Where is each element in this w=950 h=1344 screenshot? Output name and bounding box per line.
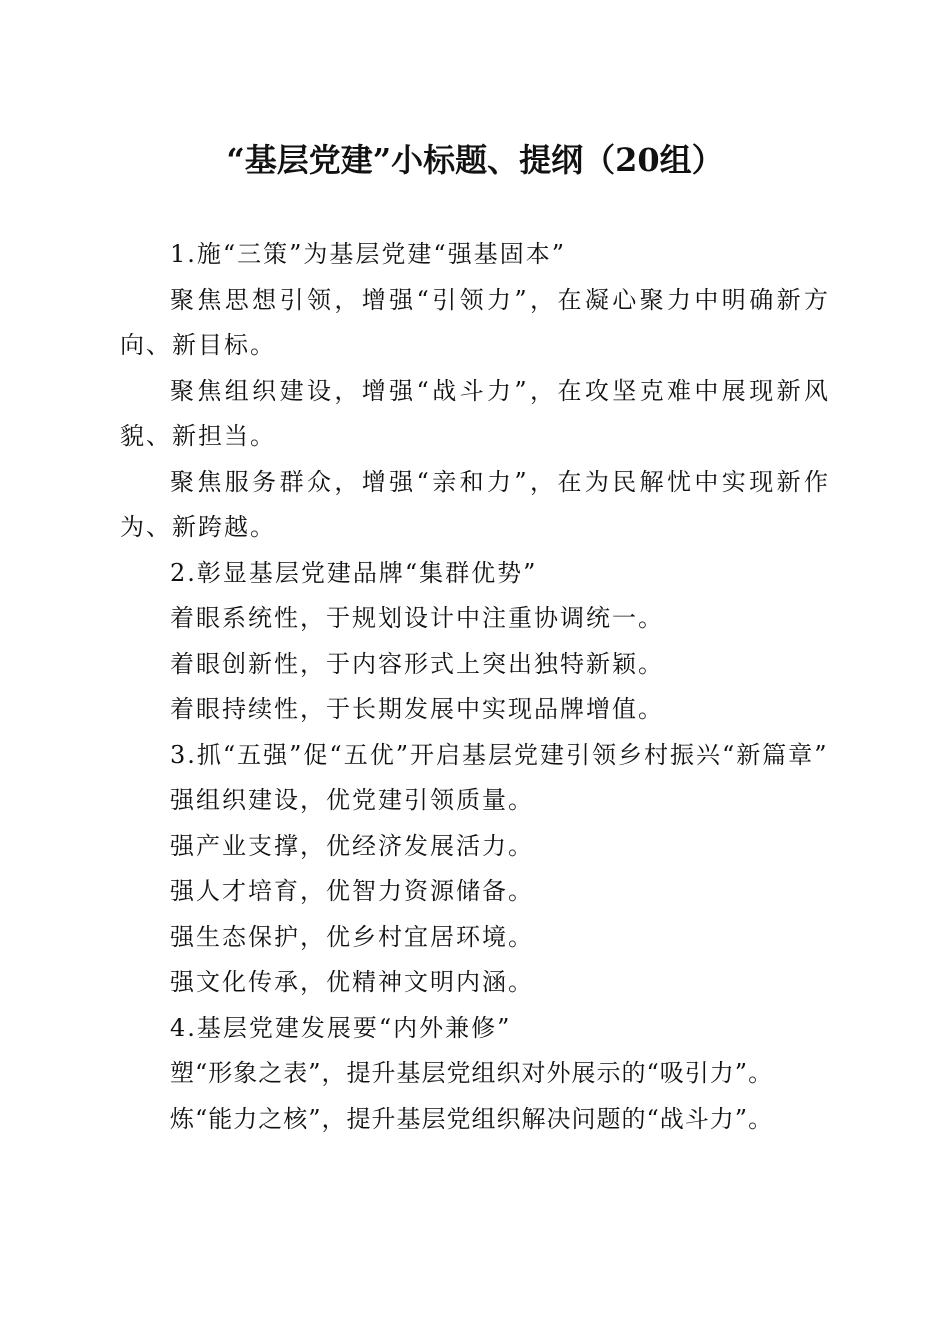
paragraph: 聚焦组织建设，增强“战斗力”，在攻坚克难中展现新风貌、新担当。 [120,376,830,450]
section-heading-4: 4.基层党建发展要“内外兼修” [170,1013,512,1042]
paragraph: 着眼系统性，于规划设计中注重协调统一。 [170,604,664,632]
paragraph: 聚焦服务群众，增强“亲和力”，在为民解忧中实现新作为、新跨越。 [120,467,830,541]
paragraph: 强人才培育，优智力资源储备。 [170,877,534,905]
section-heading-2: 2.彰显基层党建品牌“集群优势” [170,558,538,587]
document-body [120,232,830,1142]
paragraph: 着眼创新性，于内容形式上突出独特新颖。 [170,649,664,678]
section-heading-1: 1.施“三策”为基层党建“强基固本” [170,240,566,268]
paragraph: 聚焦思想引领，增强“引领力”，在凝心聚力中明确新方向、新目标。 [120,285,830,359]
paragraph: 强组织建设，优党建引领质量。 [170,786,534,814]
paragraph: 塑“形象之表”，提升基层党组织对外展示的“吸引力”。 [170,1059,774,1087]
paragraph: 着眼持续性，于长期发展中实现品牌增值。 [170,695,664,723]
paragraph: 强文化传承，优精神文明内涵。 [170,968,534,996]
section-heading-3: 3.抓“五强”促“五优”开启基层党建引领乡村振兴“新篇章” [170,740,829,769]
paragraph: 强生态保护，优乡村宜居环境。 [170,922,534,951]
document-title: “基层党建”小标题、提纲（20组） [226,141,724,179]
paragraph: 强产业支撑，优经济发展活力。 [170,831,534,860]
paragraph: 炼“能力之核”，提升基层党组织解决问题的“战斗力”。 [170,1104,774,1133]
